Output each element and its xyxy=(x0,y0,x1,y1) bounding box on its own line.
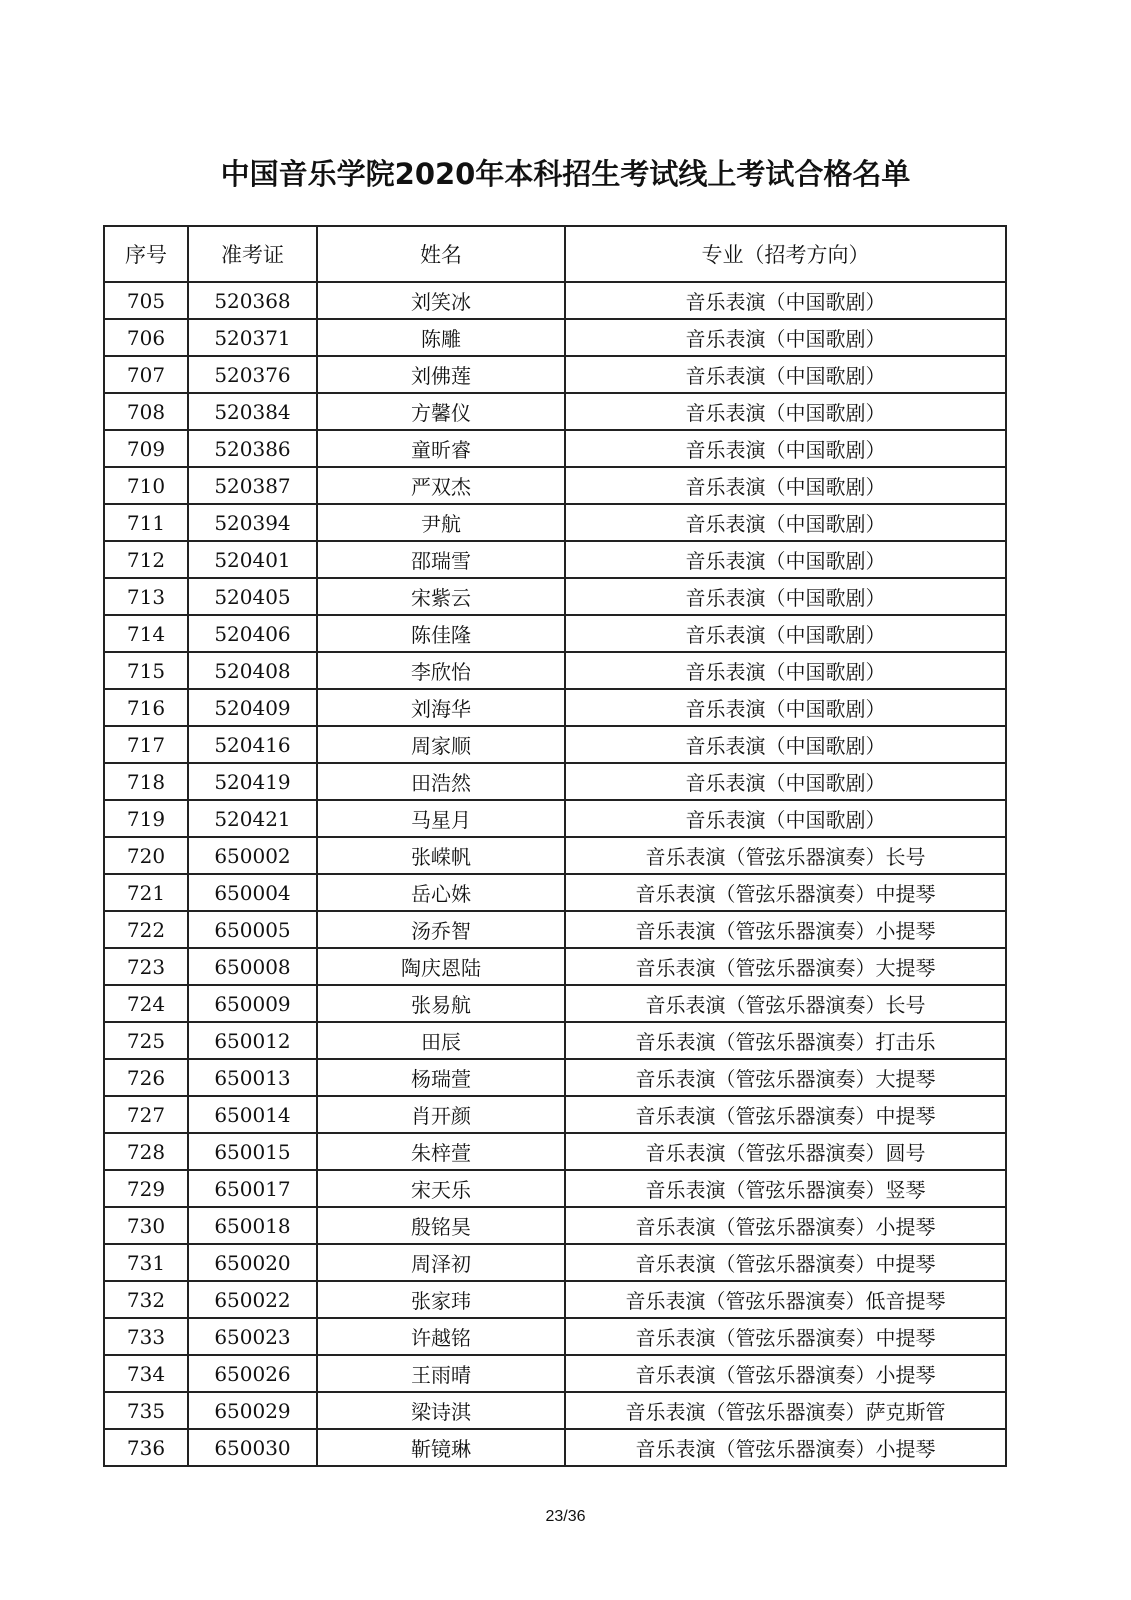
cell-serial-number: 719 xyxy=(104,800,188,837)
cell-exam-ticket: 520409 xyxy=(188,689,317,726)
table-row xyxy=(104,985,1006,1022)
table-row xyxy=(104,319,1006,356)
cell-exam-ticket: 520387 xyxy=(188,467,317,504)
cell-name: 朱梓萱 xyxy=(317,1133,565,1170)
cell-name: 刘佛莲 xyxy=(317,356,565,393)
header-major: 专业（招考方向） xyxy=(565,226,1006,282)
table-row xyxy=(104,1207,1006,1244)
cell-exam-ticket: 520416 xyxy=(188,726,317,763)
cell-exam-ticket: 520394 xyxy=(188,504,317,541)
cell-major: 音乐表演（管弦乐器演奏）竖琴 xyxy=(565,1170,1006,1207)
cell-exam-ticket: 650015 xyxy=(188,1133,317,1170)
table-row xyxy=(104,1059,1006,1096)
cell-serial-number: 730 xyxy=(104,1207,188,1244)
table-row xyxy=(104,282,1006,319)
cell-serial-number: 721 xyxy=(104,874,188,911)
table-header-row xyxy=(104,226,1006,282)
cell-name: 宋天乐 xyxy=(317,1170,565,1207)
cell-serial-number: 705 xyxy=(104,282,188,319)
cell-name: 陈雕 xyxy=(317,319,565,356)
cell-serial-number: 736 xyxy=(104,1429,188,1466)
cell-serial-number: 735 xyxy=(104,1392,188,1429)
header-exam-ticket: 准考证 xyxy=(188,226,317,282)
table-row xyxy=(104,874,1006,911)
cell-exam-ticket: 650012 xyxy=(188,1022,317,1059)
cell-name: 邵瑞雪 xyxy=(317,541,565,578)
cell-serial-number: 731 xyxy=(104,1244,188,1281)
table-row xyxy=(104,763,1006,800)
cell-serial-number: 715 xyxy=(104,652,188,689)
cell-serial-number: 726 xyxy=(104,1059,188,1096)
cell-serial-number: 720 xyxy=(104,837,188,874)
table-row xyxy=(104,689,1006,726)
cell-name: 严双杰 xyxy=(317,467,565,504)
cell-serial-number: 724 xyxy=(104,985,188,1022)
cell-exam-ticket: 520408 xyxy=(188,652,317,689)
cell-name: 许越铭 xyxy=(317,1318,565,1355)
cell-name: 方馨仪 xyxy=(317,393,565,430)
cell-name: 梁诗淇 xyxy=(317,1392,565,1429)
cell-major: 音乐表演（中国歌剧） xyxy=(565,800,1006,837)
cell-serial-number: 706 xyxy=(104,319,188,356)
cell-major: 音乐表演（中国歌剧） xyxy=(565,763,1006,800)
cell-name: 田浩然 xyxy=(317,763,565,800)
cell-major: 音乐表演（管弦乐器演奏）小提琴 xyxy=(565,1429,1006,1466)
cell-name: 张嵘帆 xyxy=(317,837,565,874)
cell-exam-ticket: 520419 xyxy=(188,763,317,800)
cell-major: 音乐表演（管弦乐器演奏）中提琴 xyxy=(565,1244,1006,1281)
cell-major: 音乐表演（中国歌剧） xyxy=(565,430,1006,467)
table-row xyxy=(104,1392,1006,1429)
cell-name: 田辰 xyxy=(317,1022,565,1059)
table-row xyxy=(104,911,1006,948)
cell-major: 音乐表演（中国歌剧） xyxy=(565,356,1006,393)
table-row xyxy=(104,652,1006,689)
table-row xyxy=(104,578,1006,615)
cell-exam-ticket: 650020 xyxy=(188,1244,317,1281)
cell-name: 周泽初 xyxy=(317,1244,565,1281)
table-row xyxy=(104,948,1006,985)
cell-exam-ticket: 520421 xyxy=(188,800,317,837)
cell-exam-ticket: 650002 xyxy=(188,837,317,874)
header-name: 姓名 xyxy=(317,226,565,282)
cell-name: 陈佳隆 xyxy=(317,615,565,652)
cell-exam-ticket: 520406 xyxy=(188,615,317,652)
cell-name: 周家顺 xyxy=(317,726,565,763)
cell-name: 李欣怡 xyxy=(317,652,565,689)
cell-exam-ticket: 650030 xyxy=(188,1429,317,1466)
cell-exam-ticket: 650009 xyxy=(188,985,317,1022)
cell-major: 音乐表演（管弦乐器演奏）大提琴 xyxy=(565,948,1006,985)
table-row xyxy=(104,467,1006,504)
cell-name: 张家玮 xyxy=(317,1281,565,1318)
cell-name: 王雨晴 xyxy=(317,1355,565,1392)
table-row xyxy=(104,393,1006,430)
cell-exam-ticket: 650029 xyxy=(188,1392,317,1429)
cell-major: 音乐表演（中国歌剧） xyxy=(565,467,1006,504)
table-row xyxy=(104,1281,1006,1318)
cell-major: 音乐表演（管弦乐器演奏）小提琴 xyxy=(565,911,1006,948)
table-row xyxy=(104,837,1006,874)
cell-serial-number: 707 xyxy=(104,356,188,393)
cell-serial-number: 732 xyxy=(104,1281,188,1318)
page-number: 23/36 xyxy=(545,1508,586,1525)
cell-serial-number: 722 xyxy=(104,911,188,948)
cell-major: 音乐表演（管弦乐器演奏）大提琴 xyxy=(565,1059,1006,1096)
cell-major: 音乐表演（管弦乐器演奏）小提琴 xyxy=(565,1355,1006,1392)
table-row xyxy=(104,1170,1006,1207)
cell-major: 音乐表演（中国歌剧） xyxy=(565,282,1006,319)
cell-major: 音乐表演（管弦乐器演奏）萨克斯管 xyxy=(565,1392,1006,1429)
cell-exam-ticket: 520384 xyxy=(188,393,317,430)
cell-exam-ticket: 520386 xyxy=(188,430,317,467)
cell-serial-number: 727 xyxy=(104,1096,188,1133)
cell-name: 岳心姝 xyxy=(317,874,565,911)
cell-serial-number: 714 xyxy=(104,615,188,652)
table-body xyxy=(104,282,1006,1466)
cell-major: 音乐表演（管弦乐器演奏）中提琴 xyxy=(565,1318,1006,1355)
cell-serial-number: 733 xyxy=(104,1318,188,1355)
table-row xyxy=(104,356,1006,393)
cell-serial-number: 734 xyxy=(104,1355,188,1392)
cell-name: 肖开颜 xyxy=(317,1096,565,1133)
cell-major: 音乐表演（中国歌剧） xyxy=(565,541,1006,578)
cell-serial-number: 713 xyxy=(104,578,188,615)
cell-name: 陶庆恩陆 xyxy=(317,948,565,985)
table-row xyxy=(104,430,1006,467)
table-row xyxy=(104,1133,1006,1170)
cell-major: 音乐表演（管弦乐器演奏）长号 xyxy=(565,985,1006,1022)
cell-exam-ticket: 650018 xyxy=(188,1207,317,1244)
cell-serial-number: 710 xyxy=(104,467,188,504)
cell-exam-ticket: 650005 xyxy=(188,911,317,948)
cell-major: 音乐表演（管弦乐器演奏）中提琴 xyxy=(565,874,1006,911)
cell-major: 音乐表演（中国歌剧） xyxy=(565,578,1006,615)
cell-exam-ticket: 520368 xyxy=(188,282,317,319)
cell-name: 张易航 xyxy=(317,985,565,1022)
cell-major: 音乐表演（管弦乐器演奏）中提琴 xyxy=(565,1096,1006,1133)
cell-major: 音乐表演（中国歌剧） xyxy=(565,689,1006,726)
cell-major: 音乐表演（管弦乐器演奏）小提琴 xyxy=(565,1207,1006,1244)
cell-exam-ticket: 520371 xyxy=(188,319,317,356)
cell-serial-number: 716 xyxy=(104,689,188,726)
cell-major: 音乐表演（管弦乐器演奏）打击乐 xyxy=(565,1022,1006,1059)
table-row xyxy=(104,1318,1006,1355)
cell-exam-ticket: 520401 xyxy=(188,541,317,578)
table-row xyxy=(104,800,1006,837)
cell-serial-number: 725 xyxy=(104,1022,188,1059)
table-row xyxy=(104,541,1006,578)
cell-name: 尹航 xyxy=(317,504,565,541)
cell-major: 音乐表演（中国歌剧） xyxy=(565,393,1006,430)
cell-name: 刘海华 xyxy=(317,689,565,726)
cell-serial-number: 718 xyxy=(104,763,188,800)
table-row xyxy=(104,1244,1006,1281)
cell-serial-number: 712 xyxy=(104,541,188,578)
document-title: 中国音乐学院2020年本科招生考试线上考试合格名单 xyxy=(220,157,911,191)
cell-serial-number: 711 xyxy=(104,504,188,541)
cell-name: 童昕睿 xyxy=(317,430,565,467)
cell-name: 殷铭昊 xyxy=(317,1207,565,1244)
cell-serial-number: 708 xyxy=(104,393,188,430)
cell-name: 刘笑冰 xyxy=(317,282,565,319)
cell-name: 宋紫云 xyxy=(317,578,565,615)
cell-serial-number: 723 xyxy=(104,948,188,985)
cell-exam-ticket: 650026 xyxy=(188,1355,317,1392)
table-row xyxy=(104,615,1006,652)
table-row xyxy=(104,1355,1006,1392)
cell-exam-ticket: 520376 xyxy=(188,356,317,393)
cell-exam-ticket: 520405 xyxy=(188,578,317,615)
header-serial-number: 序号 xyxy=(104,226,188,282)
cell-name: 汤乔智 xyxy=(317,911,565,948)
cell-major: 音乐表演（中国歌剧） xyxy=(565,615,1006,652)
cell-exam-ticket: 650022 xyxy=(188,1281,317,1318)
cell-exam-ticket: 650004 xyxy=(188,874,317,911)
cell-exam-ticket: 650017 xyxy=(188,1170,317,1207)
cell-major: 音乐表演（管弦乐器演奏）圆号 xyxy=(565,1133,1006,1170)
cell-serial-number: 729 xyxy=(104,1170,188,1207)
table-row xyxy=(104,504,1006,541)
cell-exam-ticket: 650023 xyxy=(188,1318,317,1355)
table-row xyxy=(104,1096,1006,1133)
table-row xyxy=(104,1022,1006,1059)
cell-major: 音乐表演（管弦乐器演奏）低音提琴 xyxy=(565,1281,1006,1318)
cell-name: 靳镜琳 xyxy=(317,1429,565,1466)
cell-major: 音乐表演（中国歌剧） xyxy=(565,652,1006,689)
cell-name: 杨瑞萱 xyxy=(317,1059,565,1096)
cell-serial-number: 717 xyxy=(104,726,188,763)
cell-major: 音乐表演（中国歌剧） xyxy=(565,319,1006,356)
cell-major: 音乐表演（管弦乐器演奏）长号 xyxy=(565,837,1006,874)
cell-exam-ticket: 650008 xyxy=(188,948,317,985)
cell-name: 马星月 xyxy=(317,800,565,837)
admission-list-table xyxy=(103,225,1007,1467)
cell-serial-number: 709 xyxy=(104,430,188,467)
cell-serial-number: 728 xyxy=(104,1133,188,1170)
cell-major: 音乐表演（中国歌剧） xyxy=(565,504,1006,541)
cell-major: 音乐表演（中国歌剧） xyxy=(565,726,1006,763)
table-row xyxy=(104,726,1006,763)
table-row xyxy=(104,1429,1006,1466)
cell-exam-ticket: 650014 xyxy=(188,1096,317,1133)
cell-exam-ticket: 650013 xyxy=(188,1059,317,1096)
